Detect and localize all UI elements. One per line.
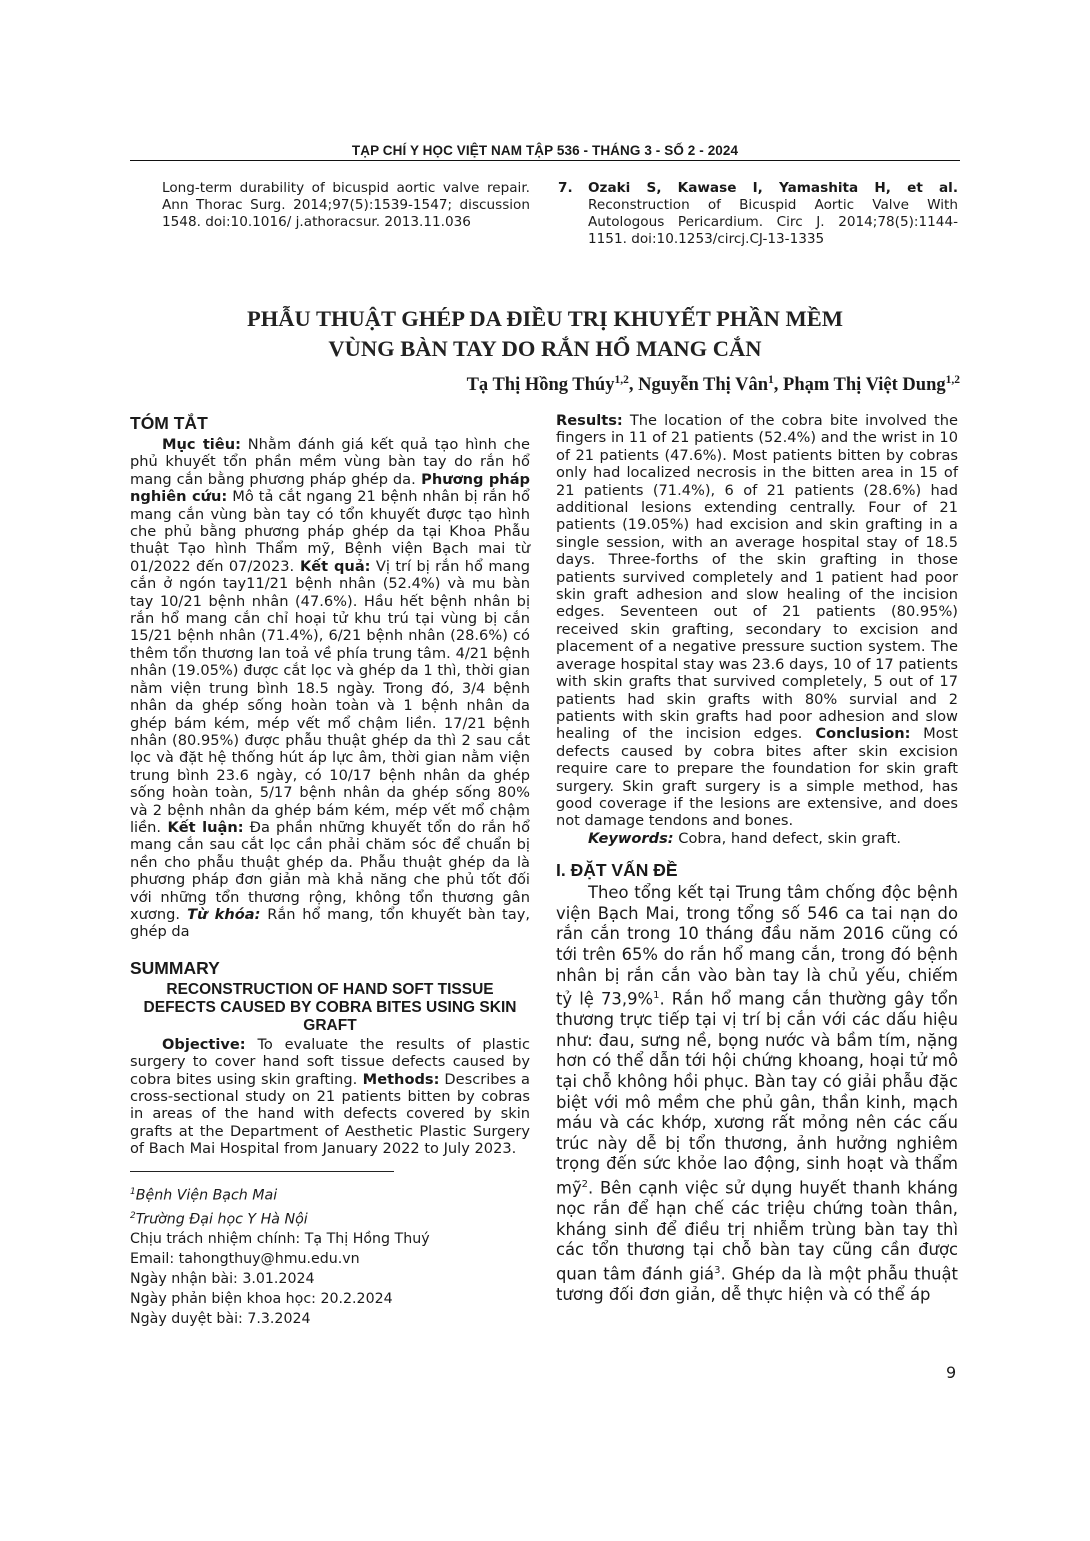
footnote-2-text: Trường Đại học Y Hà Nội	[135, 1211, 308, 1228]
summary-heading: SUMMARY	[130, 957, 220, 978]
label-ket-qua: Kết quả:	[294, 557, 371, 575]
citation-2: 2	[581, 1178, 589, 1190]
footnote-affiliation-1	[130, 1182, 430, 1206]
left-column	[130, 412, 530, 1158]
author-1: Tạ Thị Hồng Thúy	[466, 375, 615, 395]
summary-title: RECONSTRUCTION OF HAND SOFT TISSUE DEFECTS CAUSED BY COBRA BITES USING SKIN GRAFT	[143, 980, 517, 1034]
author-2: Nguyễn Thị Vân	[638, 375, 769, 395]
keywords	[556, 830, 958, 847]
footnote-1-text: Bệnh Viện Bạch Mai	[135, 1187, 278, 1204]
citation-3: 3	[714, 1264, 721, 1276]
label-muc-tieu: Mục tiêu:	[162, 436, 241, 453]
footnote-rule	[130, 1171, 394, 1172]
reference-authors: Ozaki S, Kawase I, Yamashita H, et al.	[588, 180, 958, 196]
summary-part-1	[130, 1036, 530, 1158]
intro-text-2: . Rắn hổ mang cắn thường gây tổn thương trực tiếp tại vị trí bị cắn với các dấu hiệu như: đau, sưng nề, bọng nước và bầm tím, nặng hơn có thể dẫn tới hội chứng khoang, hoại tử mô tại chỗ không hồi phục. Bàn tay có giải phẫu đặc biệt với mô mềm che phủ gân, thần kinh, mạch máu và các khớp, xương rất mỏng nên các cấu trúc này dễ bị tổn thương, ảnh hưởng nghiêm trọng đến sức khỏe lao động, sinh hoạt và thẩm mỹ	[556, 989, 958, 1198]
date-reviewed: Ngày phản biện khoa học: 20.2.2024	[130, 1291, 393, 1308]
label-keywords: Keywords:	[588, 829, 674, 847]
citation-1: 1	[653, 990, 660, 1002]
responsible-author: Chịu trách nhiệm chính: Tạ Thị Hồng Thuý	[130, 1231, 430, 1248]
author-3-affiliation: 1,2	[945, 374, 960, 386]
article-title	[130, 304, 960, 364]
label-objective: Objective:	[162, 1035, 246, 1053]
intro-text-3: . Bên cạnh việc sử dụng huyết thanh kháng nọc rắn để hạn chế các triệu chứng toàn thân, kháng sinh để điều trị nhiễm trùng bàn tay thì các tổn thương tại chỗ bàn tay cũng cần được quan tâm đánh giá	[556, 1178, 958, 1284]
label-methods: Methods:	[357, 1070, 440, 1088]
date-received: Ngày nhận bài: 3.01.2024	[130, 1271, 315, 1288]
text-methods: Describes a cross-sectional study on 21 patients bitten by cobras in areas of the hand with defects covered by skin grafts at the Department of Aesthetic Plastic Surgery of Bach Mai Hospital from January 2022 to July 2023.	[130, 1070, 530, 1158]
author-3: Phạm Thị Việt Dung	[783, 375, 946, 395]
footnotes	[130, 1182, 430, 1329]
label-ket-luan: Kết luận:	[160, 818, 244, 836]
text-muc-tieu: Nhằm đánh giá kết quả tạo hình che phủ khuyết tổn phần mềm vùng bàn tay do rắn hổ mang cắn bằng phương pháp ghép da.	[130, 436, 530, 488]
author-separator: ,	[773, 375, 784, 395]
footnote-1-marker: 1	[130, 1187, 136, 1197]
text-phuong-phap: Mô tả cắt ngang 21 bệnh nhân bị rắn hổ mang cắn vùng bàn tay có tổn khuyết được tạo hình che phủ bằng phương pháp ghép da tại Khoa Phẫu thuật Tạo hình Thẩm mỹ, Bệnh viện Bạch mai từ 01/2022 đến 07/2023.	[130, 488, 530, 575]
author-2-affiliation: 1	[768, 374, 774, 386]
intro-paragraph	[556, 883, 958, 1305]
running-header: TẠP CHÍ Y HỌC VIỆT NAM TẬP 536 - THÁNG 3 - SỐ 2 - 2024	[351, 143, 739, 158]
reference-item-7	[558, 180, 958, 248]
article-title-line-1: PHẪU THUẬT GHÉP DA ĐIỀU TRỊ KHUYẾT PHẦN MỀM	[247, 306, 843, 331]
text-keywords: Cobra, hand defect, skin graft.	[673, 829, 902, 847]
text-conclusion: Most defects caused by cobra bites after skin excision require care to prepare the foundation for skin graft surgery. Skin graft surgery is a simple method, has good coverage if the lesions are extensive, and does not damage tendons and bones.	[556, 725, 958, 830]
tomtat-abstract	[130, 436, 530, 941]
intro-text-4: . Ghép da là một phẫu thuật tương đối đơn giản, dễ thực hiện và có thể áp	[556, 1264, 958, 1304]
page-number: 9	[946, 1363, 957, 1382]
article-title-line-2: VÙNG BÀN TAY DO RẮN HỔ MANG CẮN	[328, 336, 762, 361]
summary-part-2	[556, 412, 958, 830]
reference-continuation: Long-term durability of bicuspid aortic valve repair. Ann Thorac Surg. 2014;97(5):1539-1547; discussion 1548. doi:10.1016/ j.athoracsur. 2013.11.036	[162, 180, 530, 230]
author-1-affiliation: 1,2	[614, 374, 629, 386]
reference-body	[588, 180, 958, 248]
label-conclusion: Conclusion:	[802, 725, 911, 743]
label-results: Results:	[556, 412, 623, 429]
footnote-affiliation-2	[130, 1206, 430, 1230]
text-tu-khoa: Rắn hổ mang, tổn khuyết bàn tay, ghép da	[130, 905, 530, 941]
label-phuong-phap: Phương pháp nghiên cứu:	[130, 470, 530, 506]
footnote-2-marker: 2	[130, 1210, 136, 1221]
contact-email: Email: tahongthuy@hmu.edu.vn	[130, 1251, 360, 1268]
author-separator: ,	[628, 375, 639, 395]
text-ket-luan: Đa phần những khuyết tổn do rắn hổ mang cắn sau cắt lọc cần phải chăm sóc để chuẩn bị nền cho phẫu thuật ghép da. Phẫu thuật ghép da là phương pháp đơn giản mà khả năng che phủ tốt đối với những tổn thương rộng, không tổn thương gân xương.	[130, 818, 530, 923]
text-results: The location of the cobra bite involved the fingers in 11 of 21 patients (52.4%) and the wrist in 10 of 21 patients (47.6%). Most patients bitten by cobras only had localized necrosis in the bitten area in 15 of 21 patients (71.4%), 6 of 21 patients (28.6%) had additional lesions extending centrally. Four of 21 patients (19.05%) had excision and skin grafting in a single session, with an average hospital stay of 18.5 days. Three-forths of the skin grafting in those patients survived completely and 1 patient had poor skin graft adhesion and slow healing of the incision edges. Seventeen out of 21 patients (80.95%) received skin grafting, secondary to excision and placement of a negative pressure suction system. The average hospital stay was 23.6 days, 10 of 17 patients with skin grafts that survived completely, 5 out of 17 patients had skin grafts with 80% survial and 2 patients with skin grafts had poor adhesion and slow healing of the incision edges.	[556, 412, 958, 743]
right-column	[556, 412, 958, 1305]
date-approved: Ngày duyệt bài: 7.3.2024	[130, 1311, 311, 1328]
text-ket-qua: Vị trí bị rắn hổ mang cắn ở ngón tay11/21 bệnh nhân (52.4%) và mu bàn tay 10/21 bệnh nhân (47.6%). Hầu hết bệnh nhân bị rắn hổ mang cắn chỉ hoại tử khu trú tại vùng bị cắn 15/21 bệnh nhân (71.4%), 6/21 bệnh nhân (28.6%) có thêm tổn thương lan toả về phía trung tâm. 4/21 bệnh nhân (19.05%) được cắt lọc và ghép da 1 thì, thời gian nằm viện trung bình 18.5 ngày. Trong đó, 3/4 bệnh nhân da ghép sống hoàn toàn và 1 bệnh nhân da ghép bám kém, mép vết mổ chậm liền. 17/21 bệnh nhân (80.95%) được phẫu thuật ghép da thì 2 sau cắt lọc và đặt hệ thống hút áp lực âm, thời gian nằm viện trung bình 23.6 ngày, có 10/17 bệnh nhân da ghép sống hoàn toàn, 5/17 bệnh nhân da ghép sống 80% và 2 bệnh nhân da ghép bám kém, mép vết mổ chậm liền.	[130, 557, 530, 836]
reference-number: 7.	[558, 180, 573, 196]
intro-heading: I. ĐẶT VẤN ĐỀ	[556, 860, 678, 881]
label-tu-khoa: Từ khóa:	[179, 905, 261, 923]
header-rule	[130, 160, 960, 161]
intro-text-1: Theo tổng kết tại Trung tâm chống độc bệnh viện Bạch Mai, trong tổng số 546 ca tai nạn do rắn cắn trong 10 tháng đầu năm 2016 cũng có tới trên 65% do rắn hổ mang cắn, trong đó bệnh nhân bị rắn cắn vào bàn tay là chủ yếu, chiếm tỷ lệ 73,9%	[556, 883, 958, 1009]
text-objective: To evaluate the results of plastic surgery to cover hand soft tissue defects caused by cobra bites using skin grafting.	[130, 1035, 530, 1088]
tomtat-heading: TÓM TẮT	[130, 413, 208, 433]
reference-text: Reconstruction of Bicuspid Aortic Valve With Autologous Pericardium. Circ J. 2014;78(5):1144-1151. doi:10.1253/circj.CJ-13-1335	[588, 197, 958, 247]
author-list	[467, 374, 960, 396]
